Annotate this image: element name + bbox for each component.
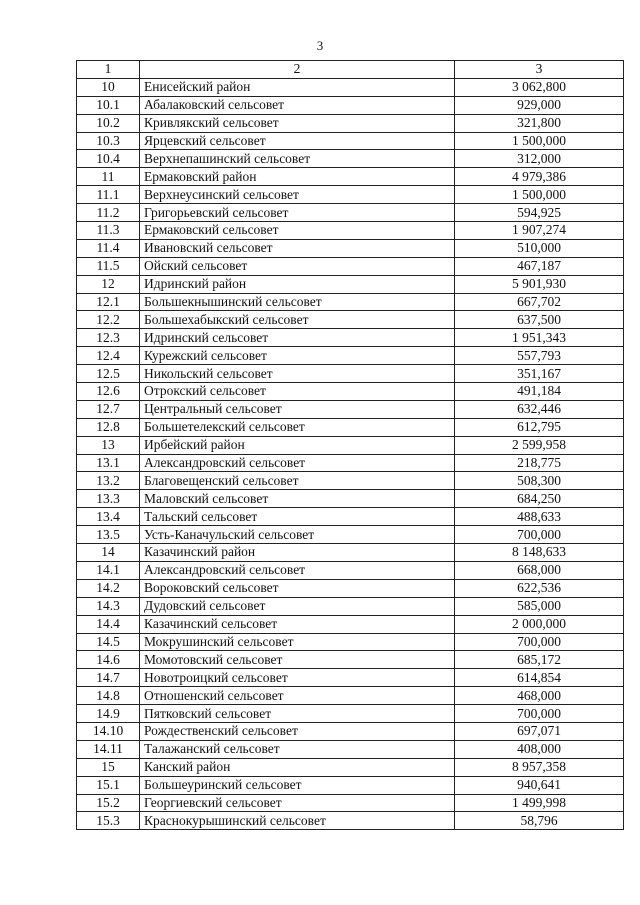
table-row (77, 204, 624, 222)
table-row (77, 329, 624, 347)
row-amount-cell: 5 901,930 (455, 275, 624, 293)
table-row (77, 132, 624, 150)
row-amount-cell: 508,300 (455, 472, 624, 490)
table-row (77, 526, 624, 544)
row-amount-cell: 1 907,274 (455, 222, 624, 240)
row-name-cell: Большетелекский сельсовет (140, 418, 455, 436)
row-name-cell: Никольский сельсовет (140, 365, 455, 383)
row-name-cell: Ойский сельсовет (140, 257, 455, 275)
row-number-cell: 10 (77, 78, 140, 96)
row-number-cell: 14.9 (77, 705, 140, 723)
row-number-cell: 10.3 (77, 132, 140, 150)
row-number-cell: 12.8 (77, 418, 140, 436)
row-number-cell: 11.3 (77, 222, 140, 240)
table-row (77, 508, 624, 526)
row-number-cell: 13 (77, 436, 140, 454)
table-row (77, 633, 624, 651)
table-row (77, 669, 624, 687)
row-name-cell: Усть-Каначульский сельсовет (140, 526, 455, 544)
row-name-cell: Александровский сельсовет (140, 454, 455, 472)
table-row (77, 150, 624, 168)
row-number-cell: 12.5 (77, 365, 140, 383)
table-row (77, 239, 624, 257)
header-col-1: 1 (77, 61, 140, 79)
row-number-cell: 10.4 (77, 150, 140, 168)
row-number-cell: 12.7 (77, 400, 140, 418)
row-number-cell: 15.2 (77, 794, 140, 812)
row-amount-cell: 467,187 (455, 257, 624, 275)
table-row (77, 383, 624, 401)
row-amount-cell: 622,536 (455, 579, 624, 597)
row-amount-cell: 3 062,800 (455, 78, 624, 96)
row-name-cell: Ивановский сельсовет (140, 239, 455, 257)
row-number-cell: 14.7 (77, 669, 140, 687)
row-number-cell: 10.2 (77, 114, 140, 132)
table-row (77, 257, 624, 275)
row-amount-cell: 491,184 (455, 383, 624, 401)
row-name-cell: Казачинский сельсовет (140, 615, 455, 633)
row-name-cell: Курежский сельсовет (140, 347, 455, 365)
row-name-cell: Момотовский сельсовет (140, 651, 455, 669)
row-amount-cell: 594,925 (455, 204, 624, 222)
row-number-cell: 15 (77, 758, 140, 776)
row-name-cell: Талажанский сельсовет (140, 740, 455, 758)
row-name-cell: Новотроицкий сельсовет (140, 669, 455, 687)
table-row (77, 436, 624, 454)
row-name-cell: Центральный сельсовет (140, 400, 455, 418)
table-row (77, 418, 624, 436)
row-name-cell: Кривлякский сельсовет (140, 114, 455, 132)
row-amount-cell: 929,000 (455, 96, 624, 114)
row-amount-cell: 940,641 (455, 776, 624, 794)
row-amount-cell: 685,172 (455, 651, 624, 669)
row-amount-cell: 1 951,343 (455, 329, 624, 347)
row-name-cell: Верхнеусинский сельсовет (140, 186, 455, 204)
row-amount-cell: 8 957,358 (455, 758, 624, 776)
row-amount-cell: 58,796 (455, 812, 624, 830)
table-row (77, 168, 624, 186)
row-name-cell: Большекнышинский сельсовет (140, 293, 455, 311)
table-row (77, 347, 624, 365)
row-amount-cell: 700,000 (455, 633, 624, 651)
row-number-cell: 12.3 (77, 329, 140, 347)
row-name-cell: Канский район (140, 758, 455, 776)
row-amount-cell: 637,500 (455, 311, 624, 329)
row-amount-cell: 8 148,633 (455, 544, 624, 562)
table-row (77, 186, 624, 204)
allocation-table (76, 60, 624, 830)
row-name-cell: Краснокурышинский сельсовет (140, 812, 455, 830)
row-number-cell: 14.1 (77, 561, 140, 579)
row-name-cell: Большеуринский сельсовет (140, 776, 455, 794)
row-amount-cell: 557,793 (455, 347, 624, 365)
row-number-cell: 13.3 (77, 490, 140, 508)
table-header-row (77, 61, 624, 79)
row-number-cell: 15.3 (77, 812, 140, 830)
row-name-cell: Ярцевский сельсовет (140, 132, 455, 150)
table-row (77, 722, 624, 740)
row-amount-cell: 351,167 (455, 365, 624, 383)
row-number-cell: 12.1 (77, 293, 140, 311)
row-amount-cell: 218,775 (455, 454, 624, 472)
row-name-cell: Идринский район (140, 275, 455, 293)
table-body (77, 61, 624, 830)
header-col-2: 2 (140, 61, 455, 79)
table-row (77, 472, 624, 490)
table-row (77, 311, 624, 329)
row-number-cell: 14.8 (77, 687, 140, 705)
header-col-3: 3 (455, 61, 624, 79)
row-number-cell: 11 (77, 168, 140, 186)
row-amount-cell: 321,800 (455, 114, 624, 132)
row-amount-cell: 697,071 (455, 722, 624, 740)
page-number: 3 (316, 38, 324, 53)
row-name-cell: Благовещенский сельсовет (140, 472, 455, 490)
row-name-cell: Пятковский сельсовет (140, 705, 455, 723)
row-number-cell: 11.2 (77, 204, 140, 222)
table-row (77, 794, 624, 812)
row-number-cell: 12.4 (77, 347, 140, 365)
table-row (77, 293, 624, 311)
row-amount-cell: 488,633 (455, 508, 624, 526)
row-number-cell: 14.6 (77, 651, 140, 669)
table-row (77, 365, 624, 383)
row-amount-cell: 612,795 (455, 418, 624, 436)
row-name-cell: Ермаковский сельсовет (140, 222, 455, 240)
row-amount-cell: 408,000 (455, 740, 624, 758)
row-number-cell: 13.1 (77, 454, 140, 472)
row-amount-cell: 510,000 (455, 239, 624, 257)
row-number-cell: 14.4 (77, 615, 140, 633)
table-row (77, 490, 624, 508)
row-number-cell: 14.11 (77, 740, 140, 758)
row-number-cell: 14.2 (77, 579, 140, 597)
table-row (77, 705, 624, 723)
row-number-cell: 12.6 (77, 383, 140, 401)
table-row (77, 687, 624, 705)
row-number-cell: 11.1 (77, 186, 140, 204)
table-row (77, 758, 624, 776)
table-row (77, 544, 624, 562)
row-number-cell: 10.1 (77, 96, 140, 114)
row-name-cell: Вороковский сельсовет (140, 579, 455, 597)
row-number-cell: 13.5 (77, 526, 140, 544)
table-row (77, 740, 624, 758)
row-number-cell: 11.5 (77, 257, 140, 275)
table-row (77, 579, 624, 597)
row-amount-cell: 468,000 (455, 687, 624, 705)
row-name-cell: Отношенский сельсовет (140, 687, 455, 705)
row-name-cell: Мокрушинский сельсовет (140, 633, 455, 651)
row-name-cell: Абалаковский сельсовет (140, 96, 455, 114)
row-name-cell: Ермаковский район (140, 168, 455, 186)
row-name-cell: Идринский сельсовет (140, 329, 455, 347)
row-amount-cell: 1 500,000 (455, 132, 624, 150)
table-row (77, 114, 624, 132)
row-name-cell: Александровский сельсовет (140, 561, 455, 579)
row-amount-cell: 700,000 (455, 526, 624, 544)
row-name-cell: Ирбейский район (140, 436, 455, 454)
row-name-cell: Большехабыкский сельсовет (140, 311, 455, 329)
row-name-cell: Дудовский сельсовет (140, 597, 455, 615)
row-amount-cell: 2 000,000 (455, 615, 624, 633)
table-row (77, 275, 624, 293)
row-amount-cell: 614,854 (455, 669, 624, 687)
table-row (77, 561, 624, 579)
row-name-cell: Рождественский сельсовет (140, 722, 455, 740)
table-row (77, 78, 624, 96)
row-amount-cell: 700,000 (455, 705, 624, 723)
row-amount-cell: 1 499,998 (455, 794, 624, 812)
row-amount-cell: 4 979,386 (455, 168, 624, 186)
table-row (77, 812, 624, 830)
table-row (77, 597, 624, 615)
row-number-cell: 14 (77, 544, 140, 562)
row-number-cell: 15.1 (77, 776, 140, 794)
row-number-cell: 12.2 (77, 311, 140, 329)
row-amount-cell: 684,250 (455, 490, 624, 508)
row-number-cell: 13.4 (77, 508, 140, 526)
table-row (77, 96, 624, 114)
row-amount-cell: 668,000 (455, 561, 624, 579)
row-amount-cell: 312,000 (455, 150, 624, 168)
row-name-cell: Казачинский район (140, 544, 455, 562)
row-amount-cell: 2 599,958 (455, 436, 624, 454)
row-name-cell: Тальский сельсовет (140, 508, 455, 526)
row-name-cell: Маловский сельсовет (140, 490, 455, 508)
row-number-cell: 11.4 (77, 239, 140, 257)
row-number-cell: 14.3 (77, 597, 140, 615)
row-amount-cell: 585,000 (455, 597, 624, 615)
row-number-cell: 12 (77, 275, 140, 293)
table-row (77, 454, 624, 472)
row-number-cell: 14.5 (77, 633, 140, 651)
row-name-cell: Григорьевский сельсовет (140, 204, 455, 222)
row-number-cell: 13.2 (77, 472, 140, 490)
row-amount-cell: 1 500,000 (455, 186, 624, 204)
row-name-cell: Отрокский сельсовет (140, 383, 455, 401)
row-name-cell: Енисейский район (140, 78, 455, 96)
row-name-cell: Верхнепашинский сельсовет (140, 150, 455, 168)
table-row (77, 615, 624, 633)
row-name-cell: Георгиевский сельсовет (140, 794, 455, 812)
table-row (77, 776, 624, 794)
table-row (77, 400, 624, 418)
row-number-cell: 14.10 (77, 722, 140, 740)
table-row (77, 222, 624, 240)
row-amount-cell: 632,446 (455, 400, 624, 418)
table-row (77, 651, 624, 669)
row-amount-cell: 667,702 (455, 293, 624, 311)
